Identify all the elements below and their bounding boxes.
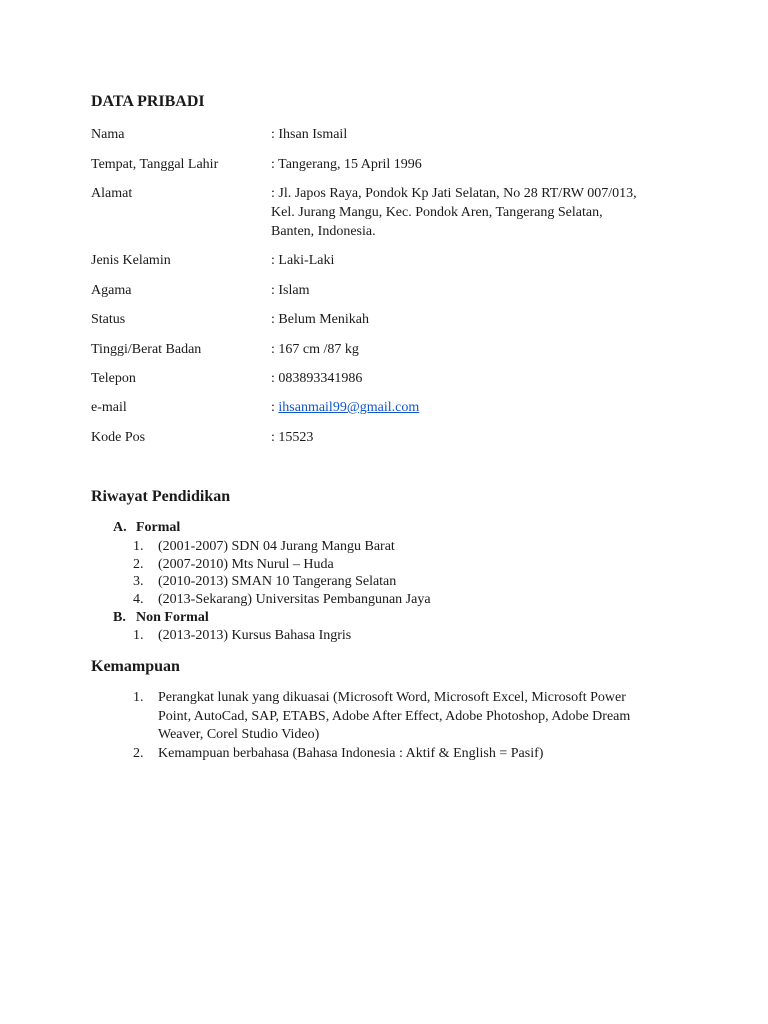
label-nama: Nama xyxy=(91,127,125,142)
label-ttl: Tempat, Tanggal Lahir xyxy=(91,157,219,172)
skill-line: Point, AutoCad, SAP, ETABS, Adobe After Effect, Adobe Photoshop, Adobe Dream xyxy=(158,708,631,724)
skill-line: Weaver, Corel Studio Video) xyxy=(158,727,320,742)
label-status: Status xyxy=(91,312,126,327)
email-link[interactable]: ihsanmail99@gmail.com xyxy=(278,400,420,415)
list-number: 3. xyxy=(133,574,144,589)
list-number: 1. xyxy=(133,539,144,554)
list-text: (2001-2007) SDN 04 Jurang Mangu Barat xyxy=(158,539,395,554)
skills-title: Kemampuan xyxy=(91,658,180,675)
list-text: (2013-Sekarang) Universitas Pembangunan Jaya xyxy=(158,592,431,607)
formal-label: Formal xyxy=(136,520,181,535)
nonformal-marker: B. xyxy=(113,610,126,625)
value-kode-pos: : 15523 xyxy=(271,430,314,445)
list-number: 2. xyxy=(133,557,144,572)
value-alamat xyxy=(271,184,671,241)
formal-heading xyxy=(113,519,180,537)
email-prefix: : xyxy=(271,400,275,415)
label-kode-pos: Kode Pos xyxy=(91,430,146,445)
skill-line: Perangkat lunak yang dikuasai (Microsoft Word, Microsoft Excel, Microsoft Power xyxy=(158,690,626,705)
list-number: 2. xyxy=(133,746,144,761)
label-alamat: Alamat xyxy=(91,186,133,201)
label-telepon: Telepon xyxy=(91,371,136,386)
list-text: (2007-2010) Mts Nurul – Huda xyxy=(158,557,334,572)
value-email xyxy=(271,398,671,417)
alamat-line: Banten, Indonesia. xyxy=(271,224,376,239)
education-title: Riwayat Pendidikan xyxy=(91,488,231,505)
list-text xyxy=(158,689,688,745)
personal-data-title: DATA PRIBADI xyxy=(91,93,205,110)
value-ttl: : Tangerang, 15 April 1996 xyxy=(271,157,422,172)
alamat-line: : Jl. Japos Raya, Pondok Kp Jati Selatan, No 28 RT/RW 007/013, xyxy=(271,186,637,201)
value-status: : Belum Menikah xyxy=(271,312,369,327)
label-jenis-kelamin: Jenis Kelamin xyxy=(91,253,171,268)
list-number: 1. xyxy=(133,628,144,643)
value-telepon: : 083893341986 xyxy=(271,371,363,386)
list-text xyxy=(158,745,688,764)
nonformal-label: Non Formal xyxy=(136,610,209,625)
list-number: 1. xyxy=(133,690,144,705)
label-tinggi-berat: Tinggi/Berat Badan xyxy=(91,342,202,357)
label-agama: Agama xyxy=(91,283,132,298)
list-text: (2013-2013) Kursus Bahasa Ingris xyxy=(158,628,352,643)
alamat-line: Kel. Jurang Mangu, Kec. Pondok Aren, Tangerang Selatan, xyxy=(271,205,603,220)
value-tinggi-berat: : 167 cm /87 kg xyxy=(271,342,359,357)
value-nama: : Ihsan Ismail xyxy=(271,127,348,142)
nonformal-heading xyxy=(113,609,209,627)
value-jenis-kelamin: : Laki-Laki xyxy=(271,253,335,268)
list-text: (2010-2013) SMAN 10 Tangerang Selatan xyxy=(158,574,397,589)
value-agama: : Islam xyxy=(271,283,310,298)
formal-marker: A. xyxy=(113,520,127,535)
list-number: 4. xyxy=(133,592,144,607)
label-email: e-mail xyxy=(91,400,127,415)
skill-line: Kemampuan berbahasa (Bahasa Indonesia : Aktif & English = Pasif) xyxy=(158,746,544,761)
